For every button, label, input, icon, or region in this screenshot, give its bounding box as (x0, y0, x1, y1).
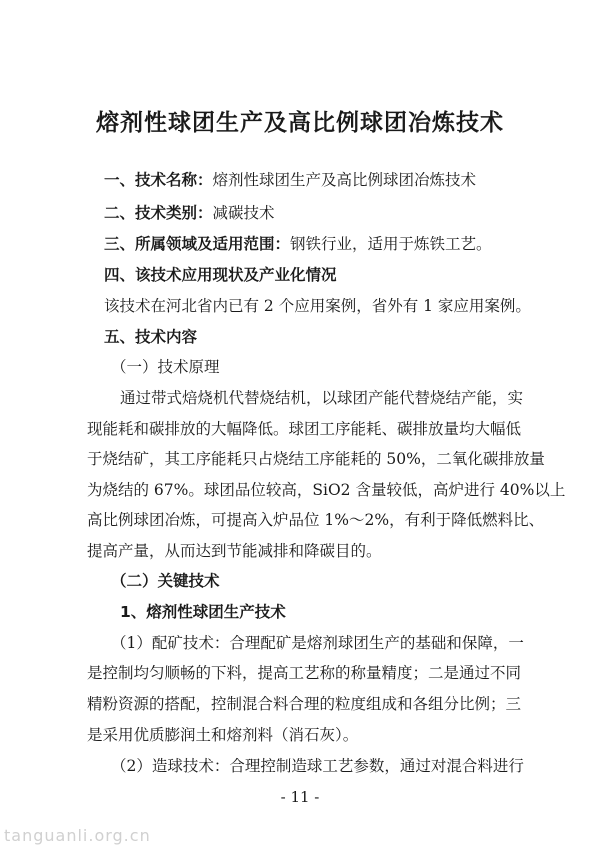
section-label: 五、技术内容 (104, 328, 198, 346)
principle-line: 现能耗和碳排放的大幅降低。球团工序能耗、碳排放量均大幅低 (87, 420, 522, 438)
subsection-principle: （一）技术原理 (111, 358, 220, 376)
section-application-field (104, 234, 492, 254)
section-label: 三、所属领域及适用范围： (104, 235, 291, 253)
principle-line: 高比例球团冶炼，可提高入炉品位 1%～2%，有利于降低燃料比、 (87, 511, 545, 529)
ore-blending-line: 精粉资源的搭配，控制混合料合理的粒度组成和各组分比例；三 (87, 695, 522, 713)
section-label: 一、技术名称： (104, 171, 213, 189)
section-technology-category (104, 203, 275, 223)
page-title: 熔剂性球团生产及高比例球团冶炼技术 (96, 109, 504, 136)
principle-line: 为烧结的 67%。球团品位较高，SiO2 含量较低，高炉进行 40%以上 (87, 481, 566, 499)
section-value: 减碳技术 (212, 204, 275, 222)
ore-blending-line: （1）配矿技术：合理配矿是熔剂球团生产的基础和保障，一 (111, 634, 524, 652)
ore-blending-line: 是采用优质膨润土和熔剂料（消石灰）。 (87, 726, 359, 744)
section-label: 二、技术类别： (104, 204, 213, 222)
page-number: - 11 - (280, 788, 320, 806)
section-technology-name (104, 170, 476, 190)
section-value: 熔剂性球团生产及高比例球团冶炼技术 (212, 171, 477, 189)
section-application-status (104, 265, 337, 285)
watermark: tanguanli.org.cn (4, 826, 151, 845)
application-status-text: 该技术在河北省内已有 2 个应用案例，省外有 1 家应用案例。 (104, 297, 531, 315)
principle-line: 通过带式焙烧机代替烧结机，以球团产能代替烧结产能，实 (120, 389, 524, 407)
subsection-key-technology: （二）关键技术 (111, 572, 220, 590)
principle-line: 于烧结矿，其工序能耗只占烧结工序能耗的 50%，二氧化碳排放量 (87, 450, 545, 468)
section-label: 四、该技术应用现状及产业化情况 (104, 266, 337, 284)
principle-line: 提高产量，从而达到节能减排和降碳目的。 (87, 542, 382, 560)
pelletizing-line: （2）造球技术：合理控制造球工艺参数，通过对混合料进行 (111, 757, 524, 775)
section-value: 钢铁行业，适用于炼铁工艺。 (290, 235, 492, 253)
ore-blending-line: 是控制均匀顺畅的下料，提高工艺称的称量精度；二是通过不同 (87, 664, 522, 682)
key-technology-item: 1、熔剂性球团生产技术 (120, 603, 286, 621)
section-technology-content (104, 327, 197, 347)
